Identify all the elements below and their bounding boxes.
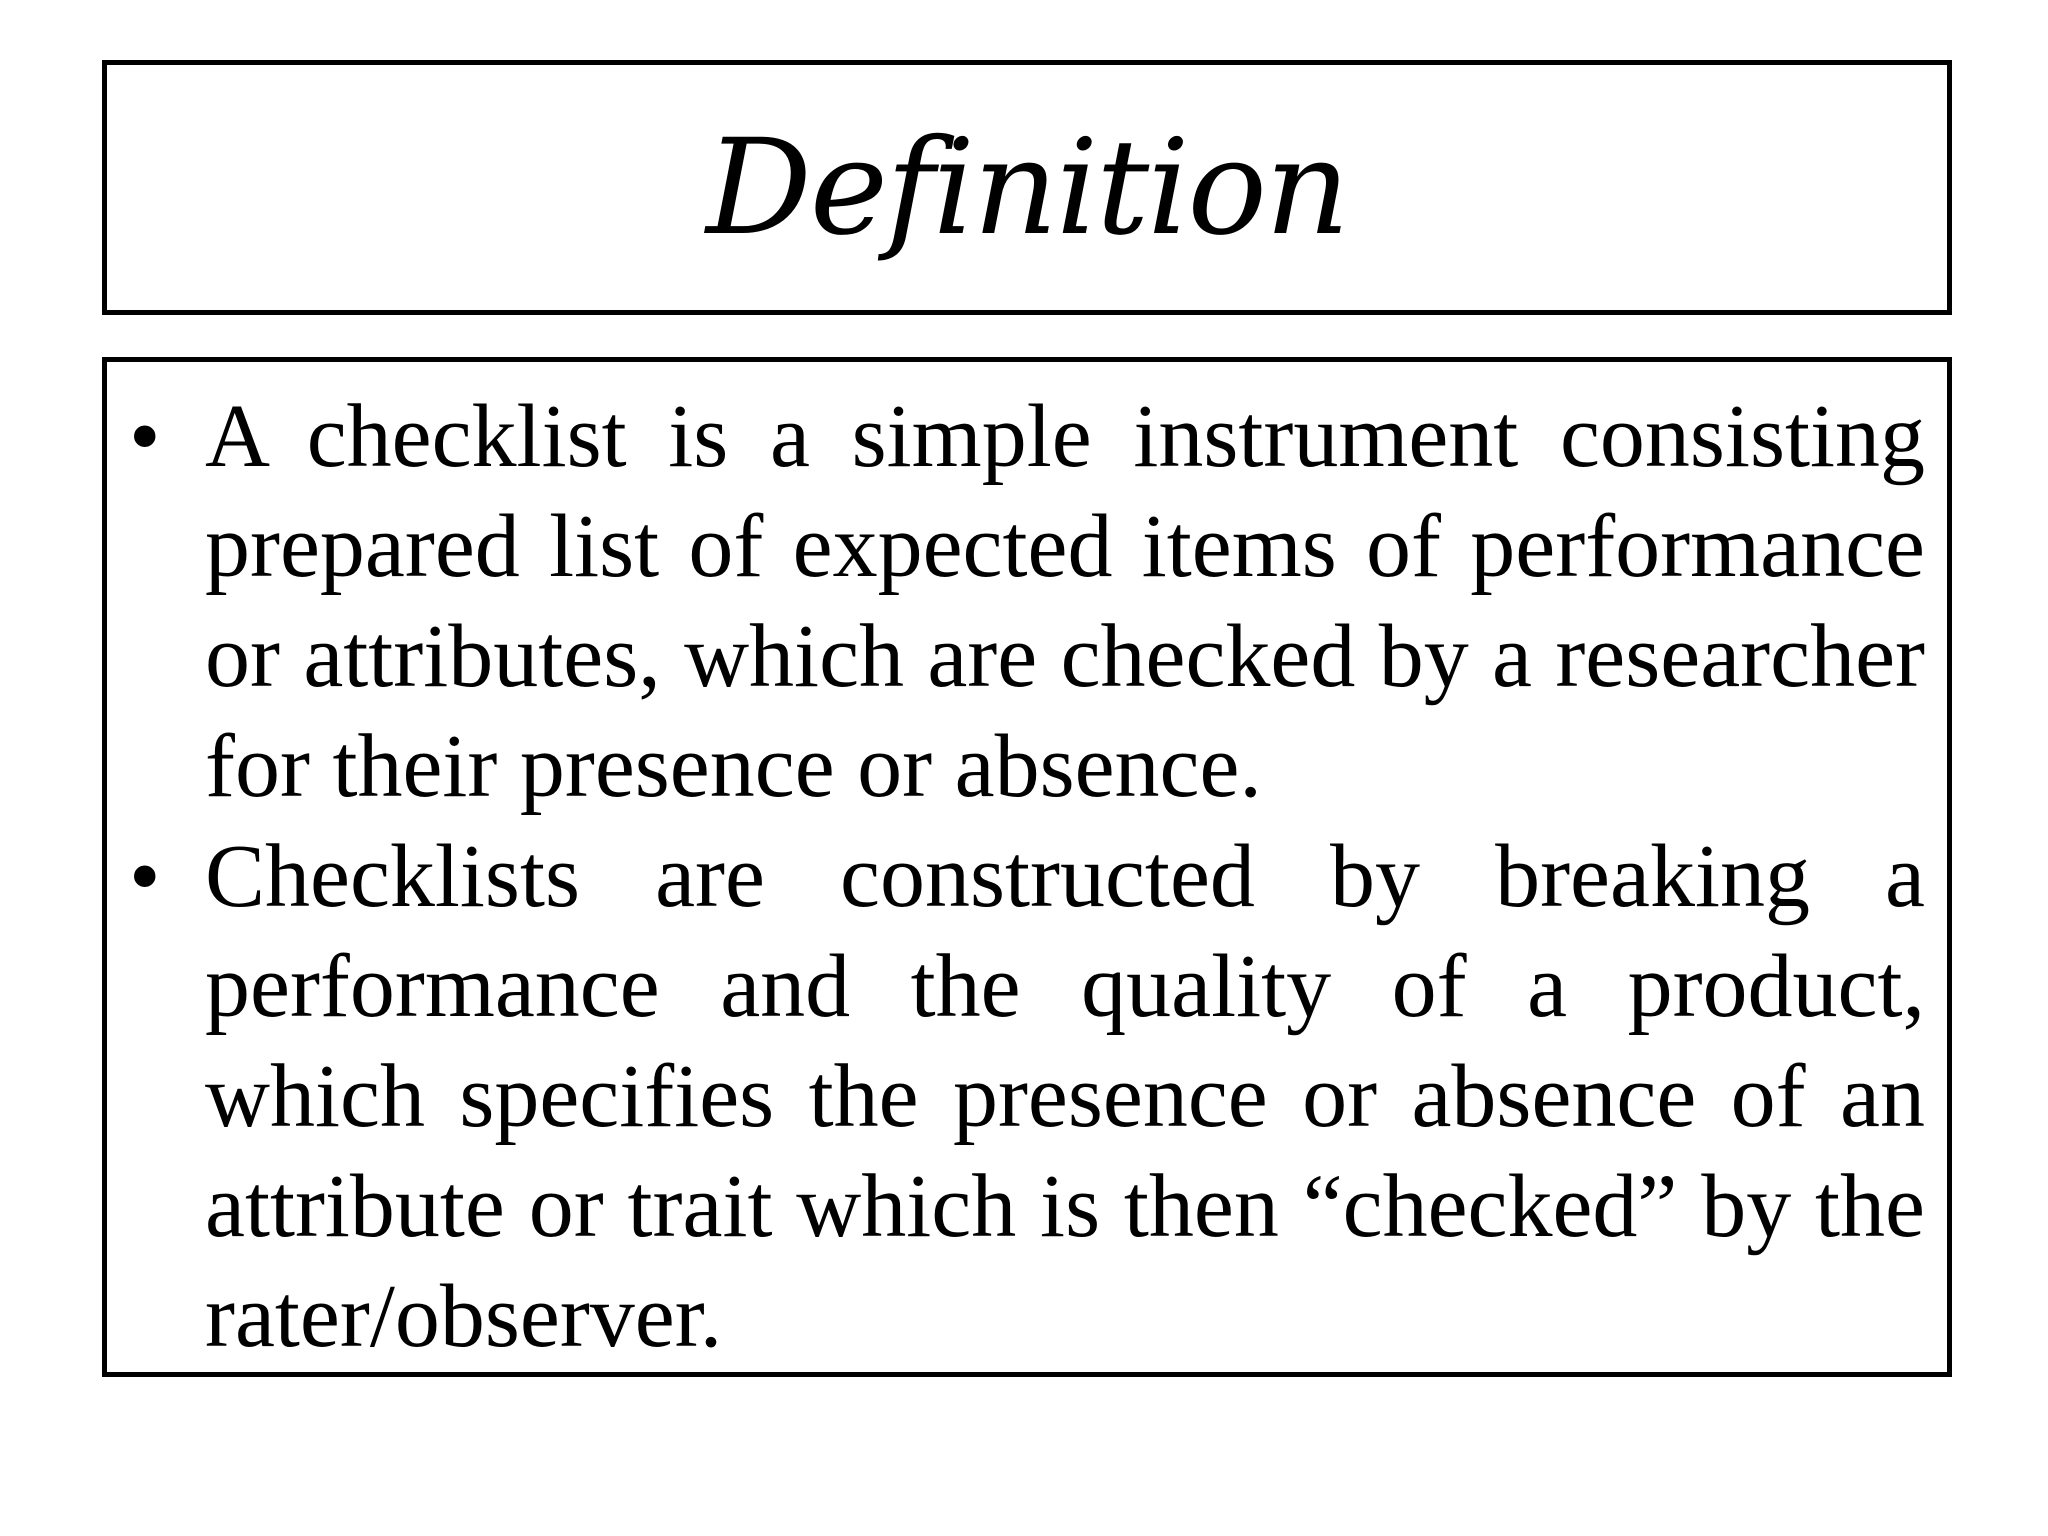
slide-title: Definition: [706, 110, 1348, 265]
content-box: [102, 357, 1952, 1377]
title-box: [102, 60, 1952, 315]
bullet-text-1: A checklist is a simple instrument consisting prepared list of expected items of performance or attributes, which are checked by a researcher for their presence or absence.: [205, 387, 1925, 816]
bullet-item-1: [107, 382, 1947, 822]
bullet-item-2: [107, 822, 1947, 1372]
bullet-marker: •: [129, 387, 161, 486]
bullet-list: [107, 382, 1947, 1372]
bullet-text-2: Checklists are constructed by breaking a performance and the quality of a product, which specifies the presence or absence of an attribute or trait which is then “checked” by the rater/observer.: [205, 827, 1925, 1366]
bullet-marker: •: [129, 827, 161, 926]
